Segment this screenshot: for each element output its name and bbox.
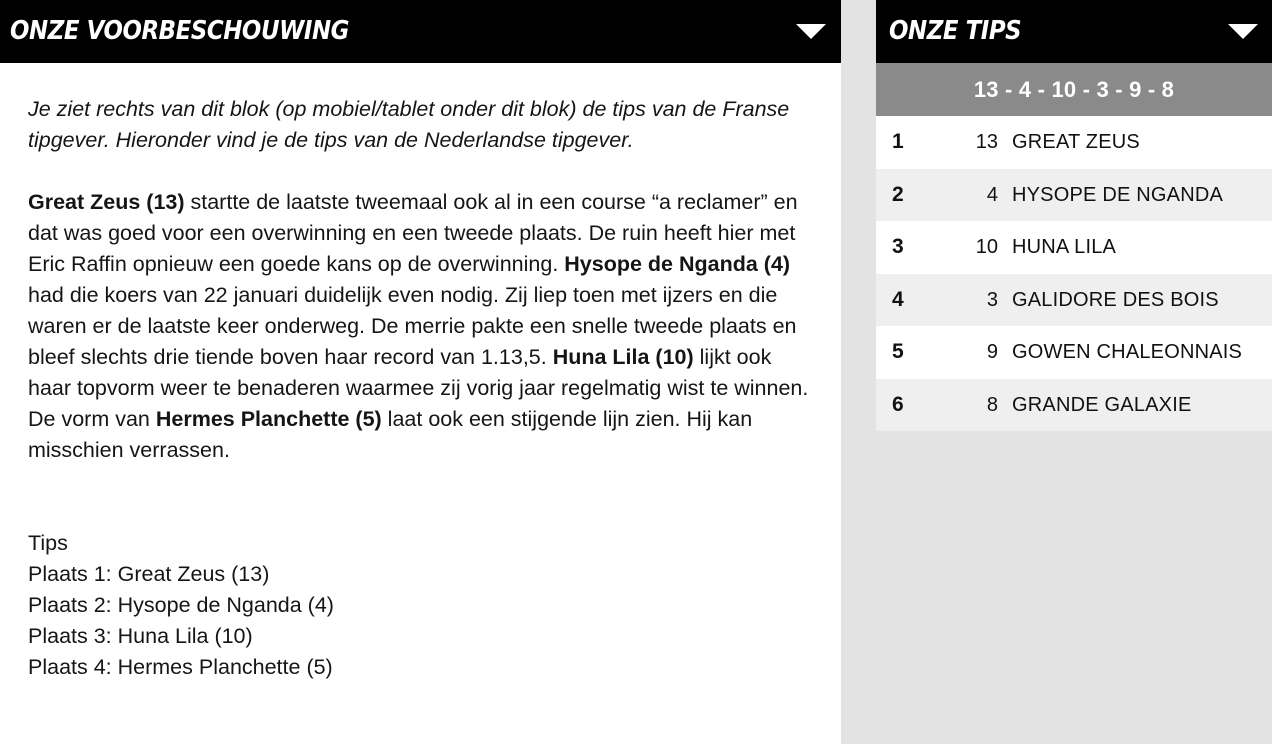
table-row: [876, 169, 1272, 222]
tips-panel-header[interactable]: [876, 0, 1272, 63]
analysis-text: lijkt ook haar topvorm weer te benaderen waarmee zij vorig jaar regelmatig wist te winnen. De vorm van: [28, 345, 809, 431]
tip-line: Plaats 3: Huna Lila (10): [28, 624, 253, 648]
tip-horse-name: HUNA LILA: [1012, 236, 1117, 258]
preview-intro: Je ziet rechts van dit blok (op mobiel/tablet onder dit blok) de tips van de Franse tipgever. Hieronder vind je de tips van de Nederlandse tipgever.: [28, 97, 790, 152]
chevron-down-icon[interactable]: [796, 24, 826, 39]
tip-horse-number: 9: [986, 341, 998, 363]
preview-panel-title: ONZE VOORBESCHOUWING: [10, 16, 350, 46]
tip-horse-number: 13: [975, 131, 998, 153]
tip-horse-name: HYSOPE DE NGANDA: [1012, 183, 1224, 206]
tip-line: Plaats 2: Hysope de Nganda (4): [28, 593, 334, 617]
dutch-tips-list: [28, 528, 818, 683]
horse-name-great-zeus: Great Zeus (13): [28, 190, 185, 214]
horse-name-huna-lila: Huna Lila (10): [552, 345, 694, 369]
preview-content: [28, 94, 818, 683]
tip-horse-name: GREAT ZEUS: [1012, 131, 1140, 153]
tip-rank: 6: [892, 392, 904, 416]
tip-rank: 2: [892, 182, 904, 206]
table-row: [876, 221, 1272, 274]
table-row: [876, 116, 1272, 169]
tips-heading: Tips: [28, 531, 68, 555]
tip-horse-number: 10: [975, 236, 998, 258]
chevron-down-icon[interactable]: [1228, 24, 1258, 39]
tip-horse-name: GRANDE GALAXIE: [1012, 393, 1192, 416]
analysis-text: startte de laatste tweemaal ook al in een course “a reclamer” en dat was goed voor een overwinning en een tweede plaats. De ruin heeft hier met Eric Raffin opnieuw een goede kans op de overwinning.: [28, 190, 798, 276]
tip-horse-name: GALIDORE DES BOIS: [1012, 288, 1219, 311]
tip-rank: 5: [892, 340, 904, 363]
tips-table: [876, 116, 1272, 431]
tip-horse-number: 4: [986, 183, 998, 206]
tips-combination: 13 - 4 - 10 - 3 - 9 - 8: [876, 63, 1272, 116]
tip-line: Plaats 1: Great Zeus (13): [28, 562, 270, 586]
analysis-text: had die koers van 22 januari duidelijk even nodig. Zij liep toen met ijzers en die waren er de laatste keer onderweg. De merrie pakte een snelle tweede plaats en bleef slechts drie tiende boven haar record van 1.13,5.: [28, 283, 797, 369]
tip-rank: 3: [892, 235, 904, 258]
tip-horse-number: 8: [986, 393, 998, 416]
tip-horse-name: GOWEN CHALEONNAIS: [1012, 341, 1243, 363]
tip-rank: 1: [892, 130, 904, 153]
table-row: [876, 326, 1272, 379]
horse-name-hermes-planchette: Hermes Planchette (5): [155, 407, 382, 431]
horse-name-hysope-de-nganda: Hysope de Nganda (4): [564, 252, 791, 276]
analysis-text: laat ook een stijgende lijn zien. Hij kan misschien verrassen.: [28, 407, 753, 462]
tips-panel: [876, 0, 1272, 744]
tips-panel-title: ONZE TIPS: [889, 16, 1022, 46]
preview-analysis: [28, 187, 818, 466]
table-row: [876, 274, 1272, 327]
tip-rank: 4: [892, 287, 904, 311]
table-row: [876, 379, 1272, 432]
tip-line: Plaats 4: Hermes Planchette (5): [28, 655, 333, 679]
preview-panel-header[interactable]: [0, 0, 841, 63]
tip-horse-number: 3: [986, 288, 998, 311]
